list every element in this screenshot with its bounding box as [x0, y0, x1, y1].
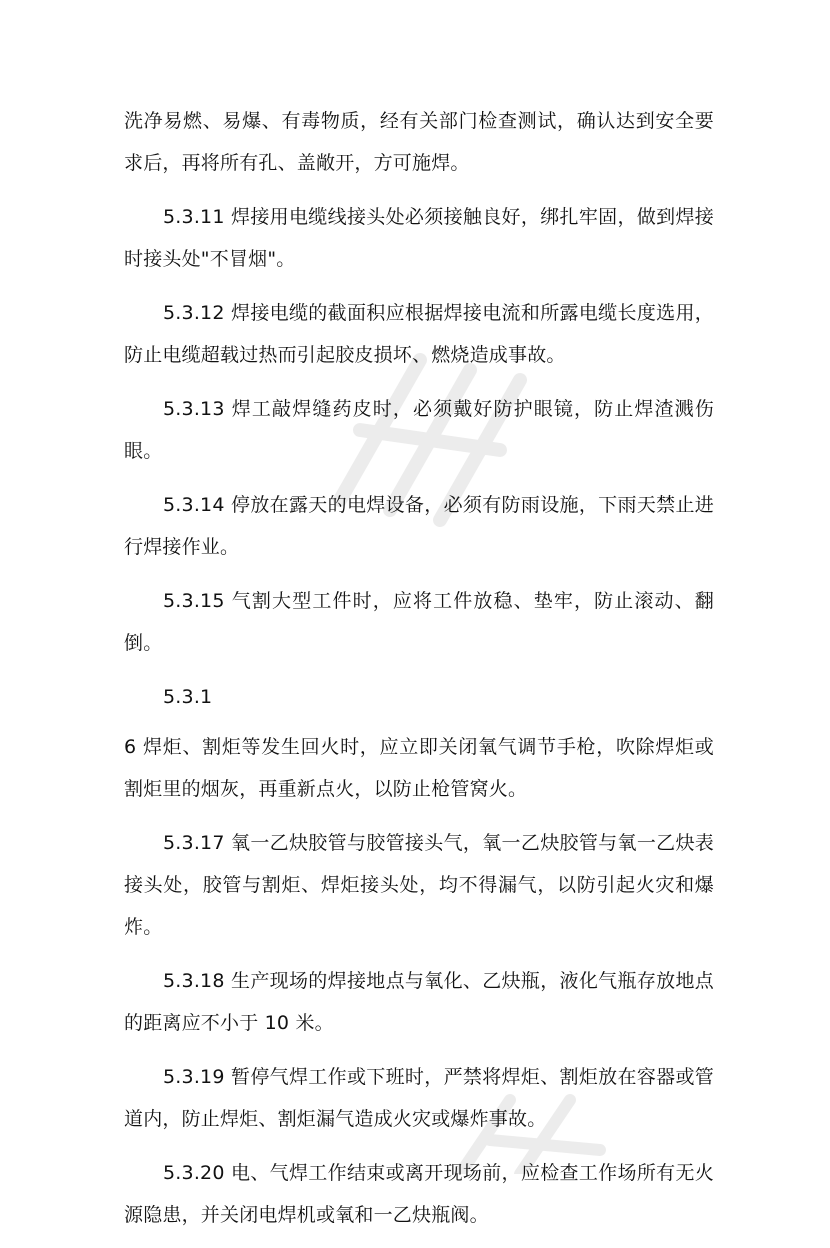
paragraph-5-3-16-body: 6 焊炬、割炬等发生回火时，应立即关闭氧气调节手枪，吹除焊炬或割炬里的烟灰，再重新点火，以防止枪管窝火。	[124, 736, 714, 800]
paragraph-continuation: 洗净易燃、易爆、有毒物质，经有关部门检查测试，确认达到安全要求后，再将所有孔、盖敞开，方可施焊。	[124, 110, 714, 174]
paragraph-5-3-14: 5.3.14 停放在露天的电焊设备，必须有防雨设施，下雨天禁止进行焊接作业。	[124, 494, 714, 558]
paragraph-5-3-13: 5.3.13 焊工敲焊缝药皮时，必须戴好防护眼镜，防止焊渣溅伤眼。	[124, 398, 714, 462]
paragraph-5-3-17: 5.3.17 氧一乙炔胶管与胶管接头气，氧一乙炔胶管与氧一乙炔表接头处，胶管与割炬、焊炬接头处，均不得漏气，以防引起火灾和爆炸。	[124, 832, 714, 938]
paragraph-5-3-12: 5.3.12 焊接电缆的截面积应根据焊接电流和所露电缆长度选用，防止电缆超载过热而引起胶皮损坏、燃烧造成事故。	[124, 302, 714, 366]
document-body	[124, 100, 714, 1248]
paragraph-5-3-20: 5.3.20 电、气焊工作结束或离开现场前，应检查工作场所有无火源隐患，并关闭电焊机或氧和一乙炔瓶阀。	[124, 1162, 714, 1226]
paragraph-5-3-11: 5.3.11 焊接用电缆线接头处必须接触良好，绑扎牢固，做到焊接时接头处"不冒烟"。	[124, 206, 714, 270]
paragraph-5-3-19: 5.3.19 暂停气焊工作或下班时，严禁将焊炬、割炬放在容器或管道内，防止焊炬、割炬漏气造成火灾或爆炸事故。	[124, 1066, 714, 1130]
paragraph-5-3-15: 5.3.15 气割大型工件时，应将工件放稳、垫牢，防止滚动、翻倒。	[124, 590, 714, 654]
paragraph-5-3-18: 5.3.18 生产现场的焊接地点与氧化、乙炔瓶，液化气瓶存放地点的距离应不小于 10 米。	[124, 970, 714, 1034]
paragraph-5-3-16-heading: 5.3.1	[163, 686, 213, 708]
